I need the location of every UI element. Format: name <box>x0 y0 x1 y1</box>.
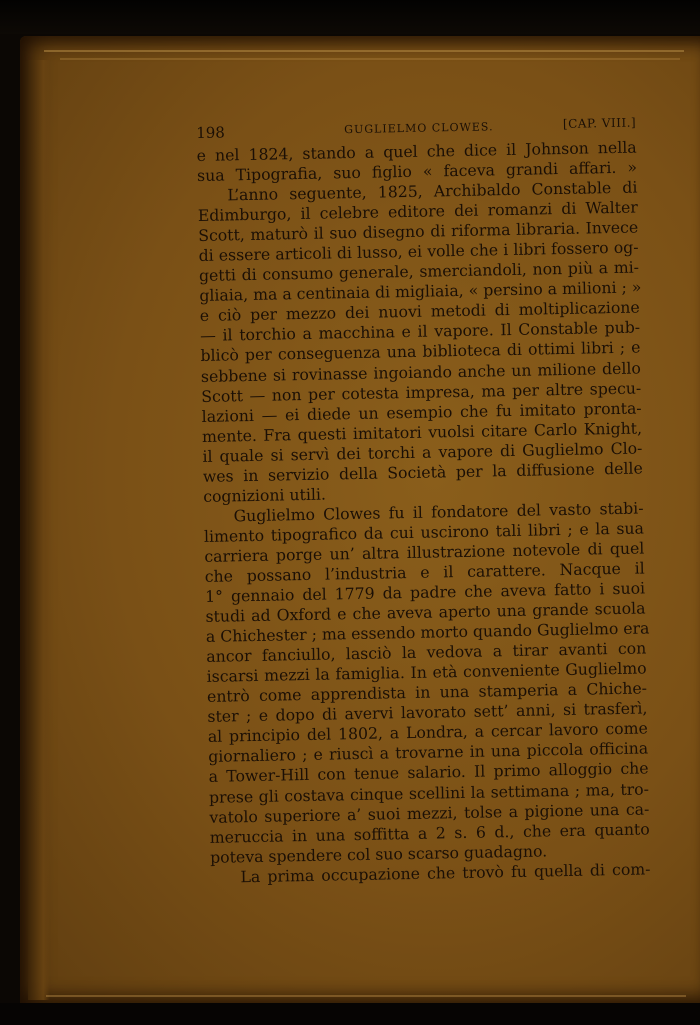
text-line: e nel 1824, stando a quel che dice il Johnson nella <box>196 137 637 165</box>
top-margin-shadow <box>0 0 700 34</box>
text-line: poteva spendere col suo scarso guadagno. <box>209 841 548 867</box>
text-line: Edimburgo, il celebre editore dei romanzi di Walter <box>197 197 638 226</box>
text-line: il quale si servì dei torchi a vapore di Guglielmo Clo- <box>202 438 643 466</box>
text-line: ancor fanciullo, lasciò la vedova a tirar avanti con <box>206 638 647 667</box>
text-line: limento tipografico da cui uscirono tali libri ; e la sua <box>203 518 645 546</box>
text-line: lazioni — ei diede un esempio che fu imitato pronta- <box>201 398 642 426</box>
text-line: wes in servizio della Società per la diffusione delle <box>202 458 643 486</box>
text-line: Scott, maturò il suo disegno di riforma libraria. Invece <box>198 217 639 246</box>
text-line: giornaliero ; e riuscì a trovarne in una piccola officina <box>208 738 649 767</box>
bottom-margin-shadow <box>0 1003 700 1025</box>
text-line: ster ; e dopo di avervi lavorato sett’ anni, si trasferì, <box>207 698 648 727</box>
text-line: sua Tipografia, suo figlio « faceva grandi affari. » <box>196 157 638 186</box>
page-gutter-edge <box>28 60 50 1000</box>
text-line: al principio del 1802, a Londra, a cercar lavoro come <box>207 718 648 747</box>
text-line: sebbene si rovinasse ingoiando anche un milione dello <box>200 358 642 386</box>
text-line: — il torchio a macchina e il vapore. Il Constable pub- <box>199 317 641 346</box>
chapter-label: [CAP. VIII.] <box>562 115 637 131</box>
text-line: prese gli costava cinque scellini la settimana ; ma, tro- <box>208 778 650 807</box>
text-line: e ciò per mezzo dei nuovi metodi di moltiplicazione <box>199 297 640 326</box>
text-line: blicò per conseguenza una biblioteca di ottimi libri ; e <box>200 337 641 366</box>
text-line: vatolo superiore a’ suoi mezzi, tolse a pigione una ca- <box>209 798 650 827</box>
text-line: getti di consumo generale, smerciandoli, non più a mi- <box>198 257 640 286</box>
text-line: mente. Fra questi imitatori vuolsi citare Carlo Knight, <box>201 418 643 446</box>
text-line: L’anno seguente, 1825, Archibaldo Constable di <box>227 177 638 205</box>
text-line: Guglielmo Clowes fu il fondatore del vasto stabi- <box>233 498 644 526</box>
page-text <box>196 112 651 888</box>
text-line: gliaia, ma a centinaia di migliaia, « persino a milioni ; » <box>199 277 642 306</box>
text-line: a Tower-Hill con tenue salario. Il primo alloggio che <box>208 758 649 787</box>
text-line: meruccia in una soffitta a 2 s. 6 d., che era quanto <box>209 819 650 847</box>
body-text <box>196 138 650 888</box>
text-line: a Chichester ; ma essendo morto quando Guglielmo era <box>205 618 650 647</box>
text-line: La prima occupazione che trovò fu quella di com- <box>240 859 651 886</box>
text-line: entrò come apprendista in una stamperia a Chiche- <box>206 678 648 707</box>
text-line: Scott — non per cotesta impresa, ma per altre specu- <box>201 378 642 406</box>
page-bottom-edge <box>46 995 686 997</box>
running-head: GUGLIELMO CLOWES. <box>344 120 494 137</box>
page-top-edge-inner <box>60 58 680 60</box>
text-line: di essere articoli di lusso, ei volle che i libri fossero og- <box>198 237 639 266</box>
text-line: 1° gennaio del 1779 da padre che aveva fatto i suoi <box>204 578 646 606</box>
page-top-edge <box>44 50 684 52</box>
text-line: studi ad Oxford e che aveva aperto una grande scuola <box>205 598 646 626</box>
text-line: che possano l’industria e il carattere. Nacque il <box>204 558 645 586</box>
text-line: iscarsi mezzi la famiglia. In età conveniente Guglielmo <box>206 658 647 687</box>
text-line: carriera porge un’ altra illustrazione notevole di quel <box>204 538 645 566</box>
page-number: 198 <box>196 123 226 142</box>
text-line: cognizioni utili. <box>203 484 327 506</box>
